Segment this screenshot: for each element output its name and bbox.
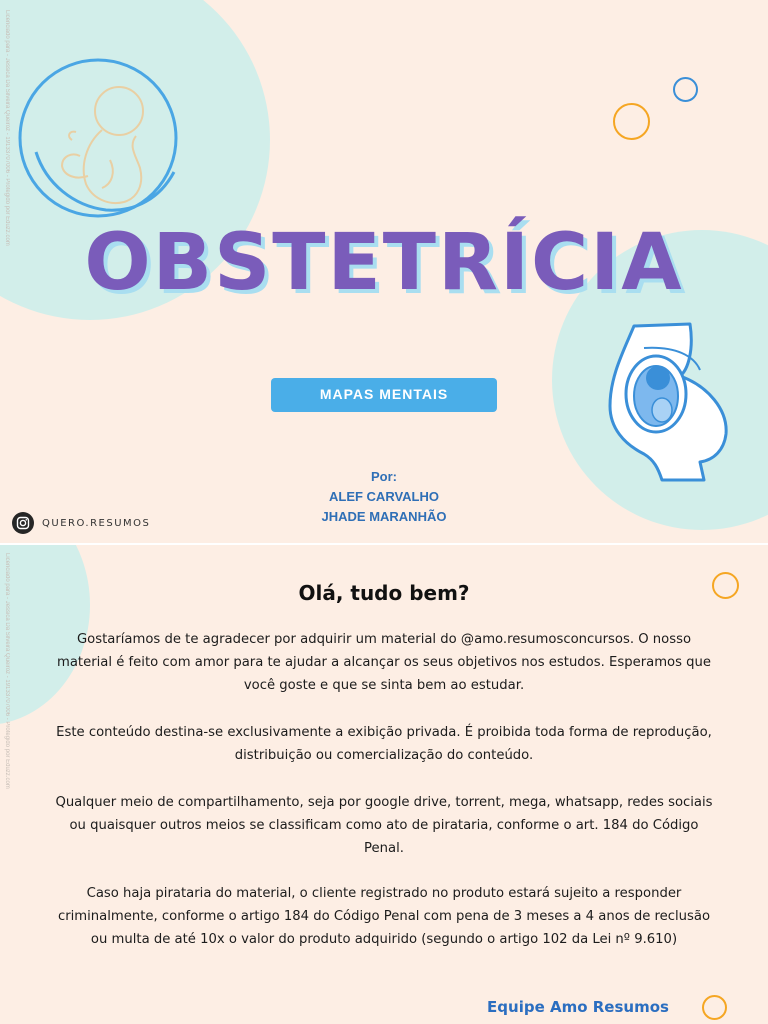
instagram-link[interactable] — [12, 512, 150, 534]
letter-paragraph: Este conteúdo destina-se exclusivamente a exibição privada. É proibida toda forma de reprodução, distribuição ou comercialização do conteúdo. — [56, 725, 712, 763]
authors-block — [234, 467, 534, 527]
letter-paragraph: Qualquer meio de compartilhamento, seja por google drive, torrent, mega, whatsapp, redes sociais ou quaisquer outros meios se classificam como ato de pirataria, conforme o art. 184 do Código Penal. — [55, 795, 713, 856]
letter-paragraph: Caso haja pirataria do material, o cliente registrado no produto estará sujeito a responder criminalmente, conforme o artigo 184 do Código Penal com pena de 3 meses a 4 anos de reclusão ou multa de até 10x o valor do produto adquirido (segundo o artigo 102 da Lei nº 9.610) — [57, 886, 711, 947]
orange-ring-decoration — [702, 995, 727, 1020]
author-name: JHADE MARANHÃO — [321, 509, 447, 524]
license-watermark: Licenciado para - Jessica Da Silveira Queiroz - 19133707006 - Protegido por Eduzz.com — [4, 10, 10, 246]
by-label: Por: — [371, 469, 397, 484]
instagram-icon — [12, 512, 34, 534]
category-tag: MAPAS MENTAIS — [271, 378, 497, 412]
orange-ring-decoration — [613, 103, 650, 140]
letter-page — [0, 545, 768, 1024]
license-watermark: Licenciado para - Jessica Da Silveira Queiroz - 19133707006 - Protegido por Eduzz.com — [4, 553, 10, 789]
fetus-in-womb-icon — [16, 56, 184, 224]
pregnant-belly-icon — [604, 320, 734, 485]
letter-paragraph: Gostaríamos de te agradecer por adquirir um material do @amo.resumosconcursos. O nosso material é feito com amor para te ajudar a alcançar os seus objetivos nos estudos. Esperamos que você goste e que se sinta bem ao estudar. — [56, 632, 712, 693]
author-name: ALEF CARVALHO — [328, 489, 440, 504]
blue-ring-decoration — [673, 77, 698, 102]
greeting-heading: Olá, tudo bem? — [298, 581, 470, 605]
signature: Equipe Amo Resumos — [487, 998, 669, 1016]
cover-title: OBSTETRÍCIA — [84, 218, 684, 308]
instagram-handle: QUERO.RESUMOS — [42, 517, 151, 529]
